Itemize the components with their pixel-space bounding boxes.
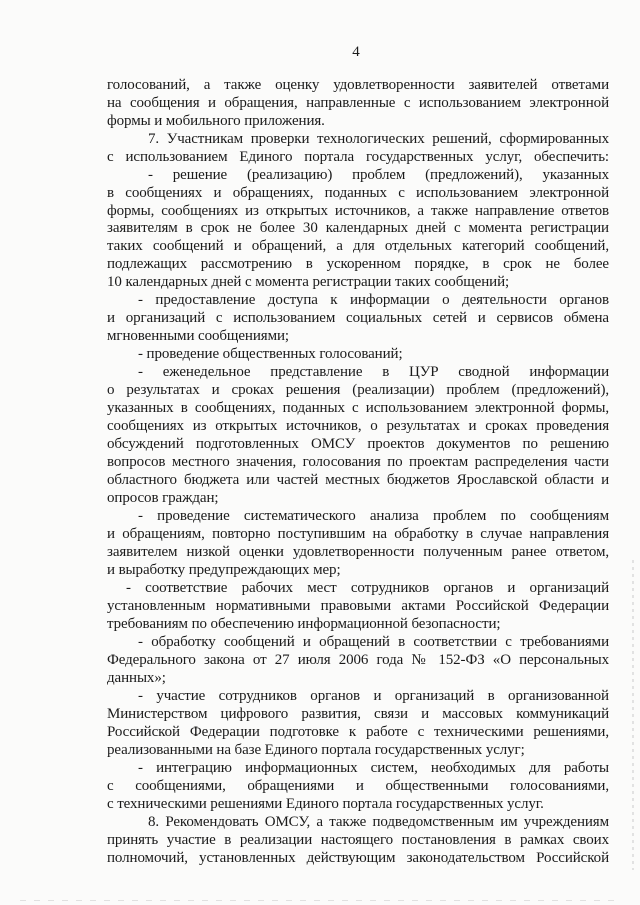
text-line: данных»; [107,670,166,686]
text-line: 10 календарных дней с момента регистрации таких сообщений; [107,274,510,290]
text-line: формы и мобильного приложения. [107,113,325,129]
text-line: - еженедельное представление в ЦУР сводной информации [138,364,609,380]
text-line: мгновенными сообщениями; [107,328,289,344]
text-line: с использованием Единого портала государственных услуг, обеспечить: [107,149,609,165]
text-line: - проведение систематического анализа проблем по сообщениям [138,508,609,524]
text-line: указанных в сообщениях, поданных с использованием электронной формы, [107,400,609,416]
page-number: 4 [352,44,360,60]
text-line: и выработку предупреждающих мер; [107,562,341,578]
text-line: - решение (реализацию) проблем (предложений), указанных [148,167,609,183]
text-line: - соответствие рабочих мест сотрудников органов и организаций [126,580,609,596]
text-line: о результатах и сроках решения (реализации) проблем (предложений), [107,382,609,398]
text-line: и организаций с использованием социальных сетей и сервисов обмена [107,310,609,326]
text-line: Федерального закона от 27 июля 2006 года № 152-ФЗ «О персональных [107,652,609,668]
text-line: заявителям в срок не более 30 календарных дней с момента регистрации [107,220,609,236]
text-line: голосований, а также оценку удовлетворенности заявителей ответами [107,77,609,93]
text-line: вопросов местного значения, голосования по проектам распределения части [107,454,609,470]
text-line: опросов граждан; [107,490,219,506]
text-line: полномочий, установленных действующим законодательством Российской [107,850,609,866]
text-line: обсуждений подготовленных ОМСУ проектов документов по решению [107,436,609,452]
text-line: 7. Участникам проверки технологических решений, сформированных [148,131,609,147]
scan-edge-artifact [632,560,634,870]
text-line: на сообщения и обращения, направленные с использованием электронной [107,95,609,111]
text-line: установленным нормативными правовыми актами Российской Федерации [107,598,609,614]
text-line: формы, сообщениях из открытых источников, а также направление ответов [107,203,609,219]
text-line: реализованными на базе Единого портала государственных услуг; [107,742,525,758]
text-line: подлежащих рассмотрению в ускоренном порядке, в срок не более [107,256,609,272]
text-line: с сообщениями, обращениями и общественными голосованиями, [107,778,609,794]
text-line: 8. Рекомендовать ОМСУ, а также подведомственным им учреждениям [148,814,609,830]
text-line: таких сообщений и обращений, а для отдельных категорий сообщений, [107,238,609,254]
text-line: Министерством цифрового развития, связи и массовых коммуникаций [107,706,609,722]
text-line: и обращениям, повторно поступившим на обработку в случае направления [107,526,609,542]
text-line: в сообщениях и обращениях, поданных с использованием электронной [107,185,609,201]
text-line: принять участие в реализации настоящего постановления в рамках своих [107,832,609,848]
text-line: сообщениях из открытых источников, о результатах и сроках проведения [107,418,609,434]
text-line: - предоставление доступа к информации о деятельности органов [138,292,609,308]
text-line: - интеграцию информационных систем, необходимых для работы [138,760,609,776]
text-line: требованиям по обеспечению информационной безопасности; [107,616,501,632]
text-line: - участие сотрудников органов и организаций в организованной [138,688,609,704]
text-line: Российской Федерации подготовке к работе с техническими решениями, [107,724,609,740]
scan-bottom-artifact [20,900,620,901]
text-line: - проведение общественных голосований; [138,346,403,362]
text-line: заявителем низкой оценки удовлетворенности полученным ранее ответом, [107,544,609,560]
text-line: областного бюджета или частей местных бюджетов Ярославской области и [107,472,609,488]
text-line: с техническими решениями Единого портала государственных услуг. [107,796,544,812]
text-line: - обработку сообщений и обращений в соответствии с требованиями [138,634,609,650]
